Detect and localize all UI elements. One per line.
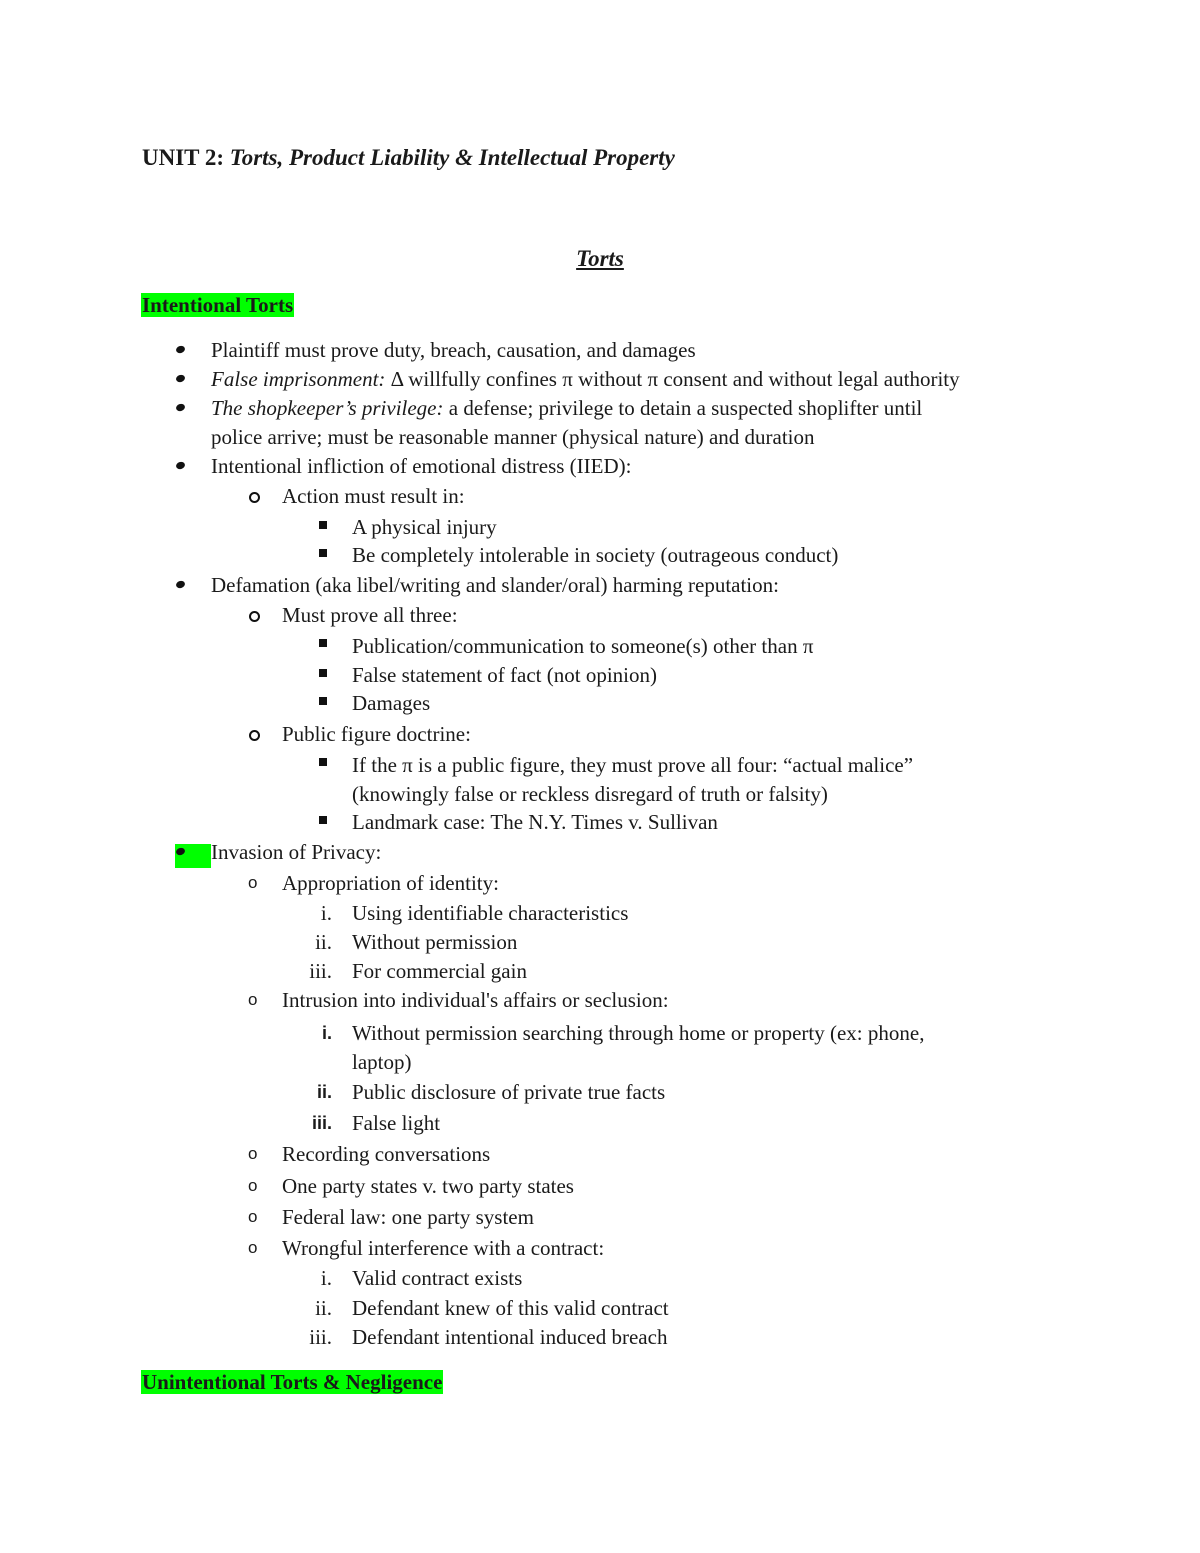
term-italic: The shopkeeper’s privilege:: [211, 396, 444, 420]
bullet-disc-icon: [175, 374, 186, 383]
numbered-item-continuation: laptop): [352, 1050, 412, 1074]
bullet-square-icon: [319, 639, 327, 647]
sub-sub-list-item: Landmark case: The N.Y. Times v. Sullivan: [352, 810, 718, 834]
bullet-o-icon: o: [248, 1176, 258, 1195]
term-text: Δ willfully confines π without π consent and without legal authority: [385, 367, 960, 391]
list-number: ii.: [316, 1082, 332, 1102]
bullet-disc-icon: [175, 461, 186, 470]
list-number: iii.: [309, 959, 332, 983]
highlighted-heading: Intentional Torts: [142, 293, 294, 317]
bullet-square-icon: [319, 816, 327, 824]
sub-list-item: One party states v. two party states: [282, 1174, 574, 1198]
bullet-disc-icon: [175, 580, 186, 589]
unintentional-torts-heading: [141, 1368, 443, 1396]
sub-sub-list-item: A physical injury: [352, 515, 497, 539]
bullet-square-icon: [319, 758, 327, 766]
section-heading: Torts: [576, 246, 624, 271]
list-number: ii.: [315, 1296, 332, 1320]
list-number: i.: [320, 1266, 332, 1290]
bullet-square-icon: [319, 669, 327, 677]
title-subtitle: Torts, Product Liability & Intellectual Property: [229, 145, 675, 170]
numbered-item: Valid contract exists: [352, 1266, 523, 1290]
sub-list-item: Recording conversations: [282, 1142, 491, 1166]
numbered-item: Using identifiable characteristics: [352, 901, 629, 925]
numbered-item: Defendant knew of this valid contract: [352, 1296, 669, 1320]
highlighted-heading: Unintentional Torts & Negligence: [142, 1370, 443, 1394]
bullet-o-icon: o: [248, 1207, 258, 1226]
sub-list-item: Intrusion into individual's affairs or seclusion:: [282, 988, 669, 1012]
sub-list-item: Public figure doctrine:: [282, 722, 471, 746]
numbered-item: Public disclosure of private true facts: [352, 1080, 666, 1104]
list-item: [211, 365, 960, 393]
list-number: i.: [320, 901, 332, 925]
sub-list-item: Must prove all three:: [282, 603, 458, 627]
title-prefix: UNIT 2:: [142, 145, 230, 170]
bullet-o-icon: o: [248, 990, 258, 1009]
bullet-o-icon: o: [248, 1238, 258, 1257]
bullet-o-icon: o: [248, 873, 258, 892]
numbered-item: For commercial gain: [352, 959, 527, 983]
term-italic: False imprisonment:: [211, 367, 386, 391]
bullet-circle-icon: [249, 730, 260, 741]
list-number: ii.: [315, 930, 332, 954]
bullet-square-icon: [319, 697, 327, 705]
list-number: iii.: [311, 1113, 332, 1133]
list-item: Defamation (aka libel/writing and slander/oral) harming reputation:: [211, 573, 779, 597]
sub-sub-list-item: Damages: [352, 691, 431, 715]
list-item: Plaintiff must prove duty, breach, causation, and damages: [211, 338, 696, 362]
list-item: [211, 394, 922, 422]
document-title: [142, 144, 675, 172]
sub-list-item: Federal law: one party system: [282, 1205, 534, 1229]
list-item: Invasion of Privacy:: [211, 840, 382, 864]
sub-list-item: Action must result in:: [282, 484, 465, 508]
bullet-disc-icon: [175, 345, 186, 354]
bullet-circle-icon: [249, 492, 260, 503]
sub-sub-list-item: Be completely intolerable in society (outrageous conduct): [352, 543, 839, 567]
list-item: Intentional infliction of emotional distress (IIED):: [211, 454, 632, 478]
sub-sub-list-item: Publication/communication to someone(s) other than π: [352, 634, 814, 658]
list-item-continuation: police arrive; must be reasonable manner (physical nature) and duration: [211, 425, 815, 449]
term-text: a defense; privilege to detain a suspected shoplifter until: [443, 396, 923, 420]
bullet-square-icon: [319, 549, 327, 557]
sub-sub-list-item: If the π is a public figure, they must prove all four: “actual malice”: [352, 753, 914, 777]
bullet-o-icon: o: [248, 1144, 258, 1163]
bullet-circle-icon: [249, 611, 260, 622]
list-number: iii.: [309, 1325, 332, 1349]
numbered-item: Without permission searching through home or property (ex: phone,: [352, 1021, 925, 1045]
bullet-disc-icon: [175, 403, 186, 412]
bullet-square-icon: [319, 521, 327, 529]
sub-list-item: Wrongful interference with a contract:: [282, 1236, 605, 1260]
numbered-item: False light: [352, 1111, 441, 1135]
sub-list-item: Appropriation of identity:: [282, 871, 499, 895]
sub-sub-list-item: False statement of fact (not opinion): [352, 663, 658, 687]
list-number: i.: [321, 1023, 332, 1043]
intentional-torts-heading: [141, 291, 294, 319]
numbered-item: Without permission: [352, 930, 518, 954]
sub-sub-list-item-continuation: (knowingly false or reckless disregard of truth or falsity): [352, 782, 828, 806]
numbered-item: Defendant intentional induced breach: [352, 1325, 668, 1349]
